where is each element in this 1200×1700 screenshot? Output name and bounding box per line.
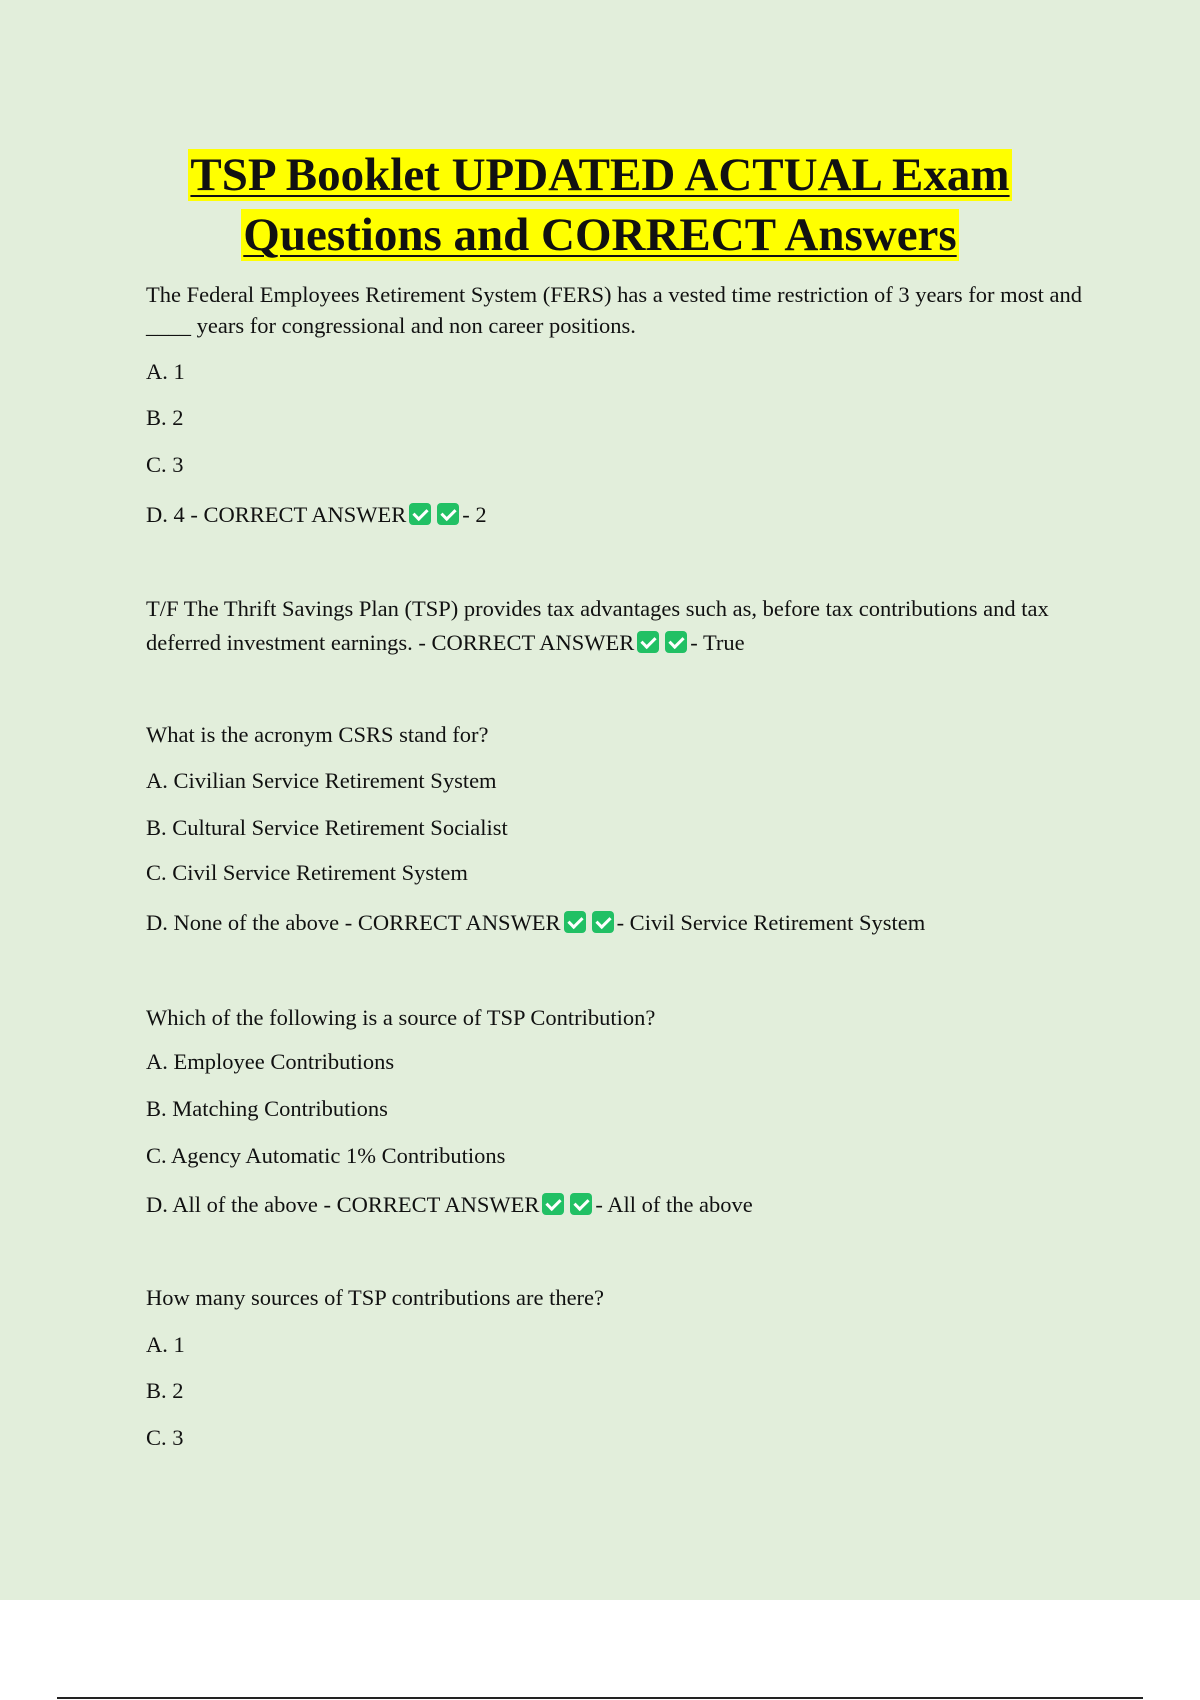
question-4-text: Which of the following is a source of TSP Contribution? <box>146 1005 656 1030</box>
check-mark-icon <box>542 1193 564 1215</box>
question-1-option-d: D. 4 <box>146 502 185 527</box>
check-mark-icon <box>409 503 431 525</box>
question-1-option-a: A. 1 <box>146 359 185 384</box>
question-2-answer: - True <box>690 630 745 655</box>
question-3-option-a: A. Civilian Service Retirement System <box>146 768 497 793</box>
question-1-answer: - 2 <box>462 502 487 527</box>
question-5-option-c: C. 3 <box>146 1425 184 1450</box>
check-mark-icon <box>564 911 586 933</box>
question-2-block <box>146 592 1086 660</box>
question-3-option-b: B. Cultural Service Retirement Socialist <box>146 815 508 840</box>
question-5-text: How many sources of TSP contributions are there? <box>146 1285 605 1310</box>
question-4-option-b: B. Matching Contributions <box>146 1096 388 1121</box>
check-mark-icon <box>592 911 614 933</box>
title-line-2: Questions and CORRECT Answers <box>243 209 957 261</box>
question-1-text: The Federal Employees Retirement System (FERS) has a vested time restriction of 3 years for most and ____ years for congressional and non career positions. <box>146 282 1083 338</box>
question-3-option-c: C. Civil Service Retirement System <box>146 860 468 885</box>
question-1-option-d-answer <box>146 500 487 530</box>
question-1-option-c: C. 3 <box>146 452 184 477</box>
question-3-option-d: D. None of the above <box>146 910 340 935</box>
question-5-option-a: A. 1 <box>146 1332 185 1357</box>
title-line-1: TSP Booklet UPDATED ACTUAL Exam <box>190 149 1010 201</box>
question-5-option-b: B. 2 <box>146 1378 184 1403</box>
question-1-option-b: B. 2 <box>146 405 184 430</box>
question-3-answer: - Civil Service Retirement System <box>616 910 926 935</box>
question-3-text: What is the acronym CSRS stand for? <box>146 722 489 747</box>
check-mark-icon <box>665 631 687 653</box>
footer-divider <box>57 1697 1143 1699</box>
correct-answer-label: - CORRECT ANSWER <box>190 502 407 527</box>
question-4-option-d: D. All of the above <box>146 1192 318 1217</box>
question-4-option-d-answer <box>146 1190 753 1220</box>
check-mark-icon <box>570 1193 592 1215</box>
correct-answer-label: - CORRECT ANSWER <box>418 630 635 655</box>
check-mark-icon <box>437 503 459 525</box>
question-4-option-c: C. Agency Automatic 1% Contributions <box>146 1143 506 1168</box>
page-footer <box>0 1600 1200 1700</box>
correct-answer-label: - CORRECT ANSWER <box>323 1192 540 1217</box>
question-4-answer: - All of the above <box>595 1192 753 1217</box>
check-mark-icon <box>637 631 659 653</box>
question-4-option-a: A. Employee Contributions <box>146 1049 395 1074</box>
question-2-text: T/F The Thrift Savings Plan (TSP) provides tax advantages such as, before tax contributions and tax deferred investment earnings. <box>146 596 1049 655</box>
question-3-option-d-answer <box>146 908 925 938</box>
correct-answer-label: - CORRECT ANSWER <box>344 910 561 935</box>
document-title <box>0 145 1200 265</box>
